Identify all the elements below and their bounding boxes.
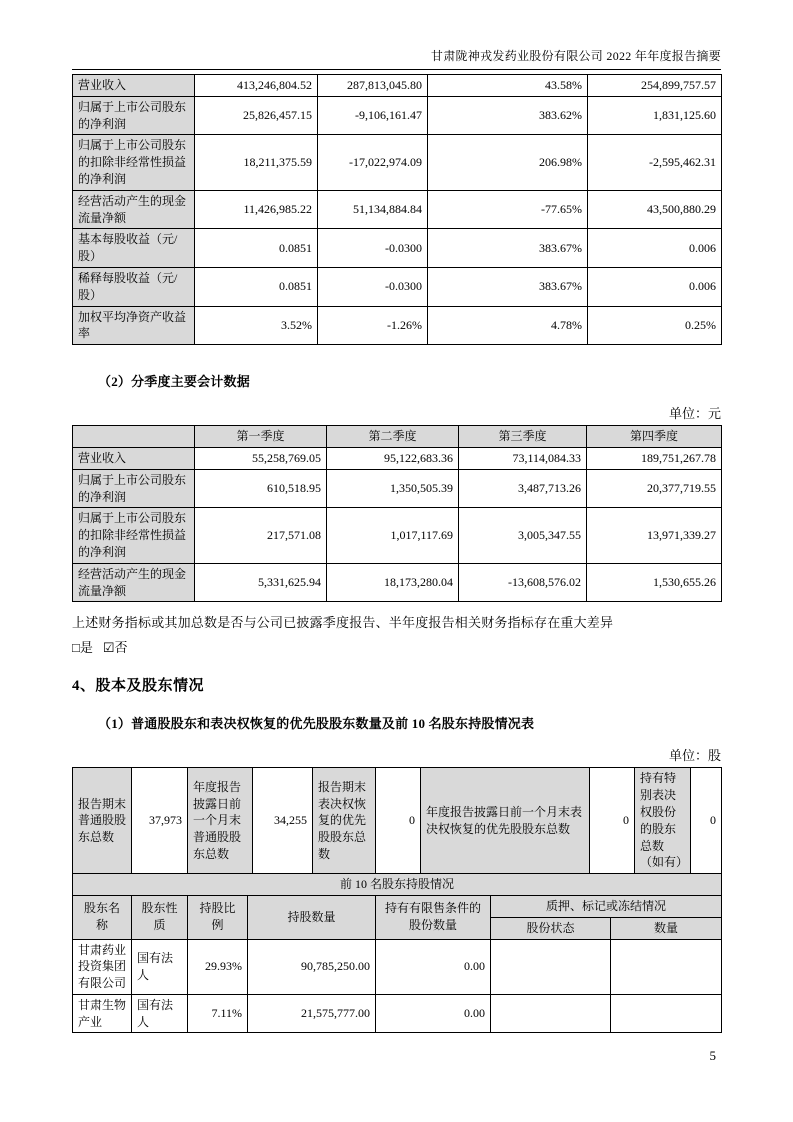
table-row	[73, 306, 722, 345]
table-cell: 1,530,655.26	[587, 563, 722, 602]
table-cell: 1,017,117.69	[327, 508, 459, 563]
section-4-heading: 4、股本及股东情况	[72, 678, 205, 695]
summary-value: 0	[691, 768, 722, 874]
table-cell: 0.25%	[588, 306, 722, 345]
table-cell: 11,426,985.22	[195, 190, 318, 229]
checkbox-no-checked: ☑否	[102, 640, 128, 656]
table-cell: -2,595,462.31	[588, 135, 722, 190]
document-header: 甘肃陇神戎发药业股份有限公司 2022 年年度报告摘要	[72, 0, 721, 70]
table-row	[73, 135, 722, 190]
shareholder-nature: 国有法人	[132, 939, 188, 994]
column-header: 质押、标记或冻结情况	[491, 895, 722, 917]
column-header: 持股比例	[188, 895, 248, 939]
pledge-status	[491, 994, 611, 1033]
table-cell: 95,122,683.36	[327, 447, 459, 469]
table-cell: -9,106,161.47	[318, 96, 428, 135]
table-cell: 287,813,045.80	[318, 75, 428, 97]
band-title: 前 10 名股东持股情况	[73, 874, 722, 896]
table-cell: 254,899,757.57	[588, 75, 722, 97]
table-cell: 0.006	[588, 229, 722, 268]
table-cell: 3,005,347.55	[459, 508, 587, 563]
summary-value: 0	[376, 768, 421, 874]
table-row	[73, 563, 722, 602]
column-header: 第三季度	[459, 426, 587, 448]
table-row	[73, 447, 722, 469]
shareholder-nature: 国有法人	[132, 994, 188, 1033]
summary-label: 年度报告披露日前一个月末表决权恢复的优先股股东总数	[421, 768, 590, 874]
difference-note: 上述财务指标或其加总数是否与公司已披露季度报告、半年度报告相关财务指标存在重大差异	[72, 615, 614, 631]
row-label: 归属于上市公司股东的净利润	[73, 469, 195, 508]
restricted-shares: 0.00	[376, 994, 491, 1033]
shareholder-name: 甘肃生物产业	[73, 994, 132, 1033]
quarterly-data-table	[72, 425, 722, 602]
table-cell: -77.65%	[428, 190, 588, 229]
pledge-quantity	[611, 994, 722, 1033]
key-accounting-data-table	[72, 74, 722, 345]
table-cell: 383.62%	[428, 96, 588, 135]
yes-no-options	[72, 637, 721, 656]
row-label: 营业收入	[73, 75, 195, 97]
summary-label: 报告期末普通股股东总数	[73, 768, 132, 874]
page-number: 5	[709, 1048, 716, 1063]
column-header: 第四季度	[587, 426, 722, 448]
page-content	[72, 0, 721, 1033]
unit-label-shares: 单位：股	[668, 748, 721, 764]
shareholding-ratio: 29.93%	[188, 939, 248, 994]
row-label: 稀释每股收益（元/股）	[73, 267, 195, 306]
table-cell: 43,500,880.29	[588, 190, 722, 229]
column-header: 数量	[611, 917, 722, 939]
table-cell: 18,173,280.04	[327, 563, 459, 602]
table-cell: 13,971,339.27	[587, 508, 722, 563]
column-header: 第二季度	[327, 426, 459, 448]
table-cell: -0.0300	[318, 229, 428, 268]
shareholder-summary-table	[72, 767, 722, 874]
table-cell: 383.67%	[428, 229, 588, 268]
summary-label: 持有特别表决权股份的股东总数（如有）	[635, 768, 691, 874]
column-header: 股东性质	[132, 895, 188, 939]
summary-value: 34,255	[253, 768, 313, 874]
unit-label-yuan: 单位：元	[668, 406, 721, 422]
summary-label: 年度报告披露日前一个月末普通股股东总数	[188, 768, 253, 874]
table-header-row	[73, 426, 722, 448]
table-cell: 0.006	[588, 267, 722, 306]
table-cell: 5,331,625.94	[195, 563, 327, 602]
table-cell: 20,377,719.55	[587, 469, 722, 508]
table-row	[73, 229, 722, 268]
table-cell: -17,022,974.09	[318, 135, 428, 190]
table-cell: 4.78%	[428, 306, 588, 345]
table-cell	[73, 426, 195, 448]
shareholding-ratio: 7.11%	[188, 994, 248, 1033]
shareholding-amount: 90,785,250.00	[248, 939, 376, 994]
table-cell: 413,246,804.52	[195, 75, 318, 97]
row-label: 营业收入	[73, 447, 195, 469]
table-row	[73, 768, 722, 874]
pledge-status	[491, 939, 611, 994]
restricted-shares: 0.00	[376, 939, 491, 994]
column-header: 持有有限售条件的股份数量	[376, 895, 491, 939]
table-row	[73, 994, 722, 1033]
table-cell: 217,571.08	[195, 508, 327, 563]
shareholder-name: 甘肃药业投资集团有限公司	[73, 939, 132, 994]
table-cell: -0.0300	[318, 267, 428, 306]
table-row	[73, 939, 722, 994]
table-cell: 55,258,769.05	[195, 447, 327, 469]
top-shareholders-table	[72, 873, 722, 1033]
column-header: 持股数量	[248, 895, 376, 939]
summary-value: 0	[590, 768, 635, 874]
table-row	[73, 508, 722, 563]
pledge-quantity	[611, 939, 722, 994]
band-row	[73, 874, 722, 896]
table-cell: 206.98%	[428, 135, 588, 190]
summary-value: 37,973	[132, 768, 188, 874]
table-cell: 383.67%	[428, 267, 588, 306]
table-cell: -13,608,576.02	[459, 563, 587, 602]
table-cell: 3,487,713.26	[459, 469, 587, 508]
table-cell: 3.52%	[195, 306, 318, 345]
table-cell: 0.0851	[195, 267, 318, 306]
table-cell: 1,831,125.60	[588, 96, 722, 135]
column-header: 股份状态	[491, 917, 611, 939]
row-label: 经营活动产生的现金流量净额	[73, 190, 195, 229]
table-cell: 189,751,267.78	[587, 447, 722, 469]
row-label: 归属于上市公司股东的扣除非经常性损益的净利润	[73, 508, 195, 563]
row-label: 经营活动产生的现金流量净额	[73, 563, 195, 602]
table-cell: 73,114,084.33	[459, 447, 587, 469]
column-header: 股东名称	[73, 895, 132, 939]
checkbox-yes: □是	[72, 640, 93, 656]
table-cell: -1.26%	[318, 306, 428, 345]
row-label: 加权平均净资产收益率	[73, 306, 195, 345]
quarterly-section-heading: （2）分季度主要会计数据	[98, 374, 250, 390]
table-cell: 51,134,884.84	[318, 190, 428, 229]
table-cell: 43.58%	[428, 75, 588, 97]
table-header-row	[73, 895, 722, 917]
row-label: 归属于上市公司股东的净利润	[73, 96, 195, 135]
table-cell: 0.0851	[195, 229, 318, 268]
table-cell: 18,211,375.59	[195, 135, 318, 190]
table-row	[73, 469, 722, 508]
row-label: 归属于上市公司股东的扣除非经常性损益的净利润	[73, 135, 195, 190]
table-row	[73, 267, 722, 306]
table-cell: 1,350,505.39	[327, 469, 459, 508]
row-label: 基本每股收益（元/股）	[73, 229, 195, 268]
shareholders-sub-heading: （1）普通股股东和表决权恢复的优先股股东数量及前 10 名股东持股情况表	[98, 716, 535, 732]
summary-label: 报告期末表决权恢复的优先股股东总数	[313, 768, 376, 874]
table-row	[73, 190, 722, 229]
shareholding-amount: 21,575,777.00	[248, 994, 376, 1033]
table-cell: 610,518.95	[195, 469, 327, 508]
table-row	[73, 96, 722, 135]
column-header: 第一季度	[195, 426, 327, 448]
table-cell: 25,826,457.15	[195, 96, 318, 135]
table-row	[73, 75, 722, 97]
